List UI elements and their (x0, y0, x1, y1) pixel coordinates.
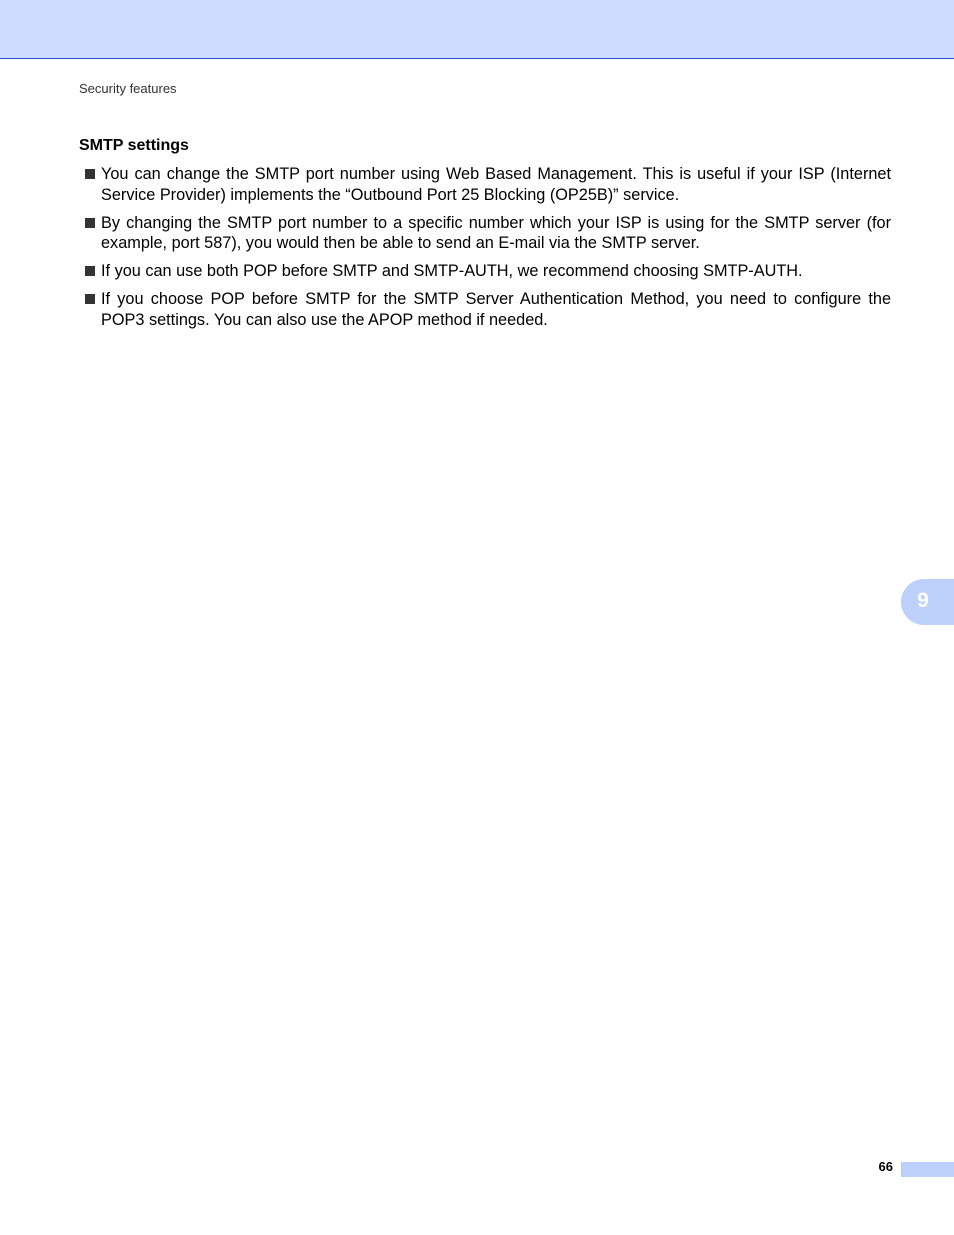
list-item (79, 164, 891, 205)
footer-band (901, 1162, 954, 1177)
list-item (79, 289, 891, 330)
chapter-number: 9 (917, 589, 929, 612)
page-number: 66 (878, 1159, 893, 1174)
list-item-text: You can change the SMTP port number using Web Based Management. This is useful if your ISP (Internet Service Provider) implements the “Outbound Port 25 Blocking (OP25B)” service. (101, 165, 891, 204)
list-item-text: If you choose POP before SMTP for the SMTP Server Authentication Method, you need to configure the POP3 settings. You can also use the APOP method if needed. (101, 290, 891, 329)
chapter-tab (901, 579, 954, 625)
square-bullet-icon (85, 294, 95, 304)
list-item (79, 261, 891, 282)
bullet-list (79, 164, 891, 338)
square-bullet-icon (85, 169, 95, 179)
running-header: Security features (79, 81, 177, 96)
list-item-text: If you can use both POP before SMTP and SMTP-AUTH, we recommend choosing SMTP-AUTH. (101, 262, 803, 280)
section-title: SMTP settings (79, 137, 189, 154)
list-item-text: By changing the SMTP port number to a specific number which your ISP is using for the SMTP server (for example, port 587), you would then be able to send an E-mail via the SMTP server. (101, 213, 891, 252)
square-bullet-icon (85, 218, 95, 228)
list-item (79, 213, 891, 254)
header-band (0, 0, 954, 59)
square-bullet-icon (85, 266, 95, 276)
